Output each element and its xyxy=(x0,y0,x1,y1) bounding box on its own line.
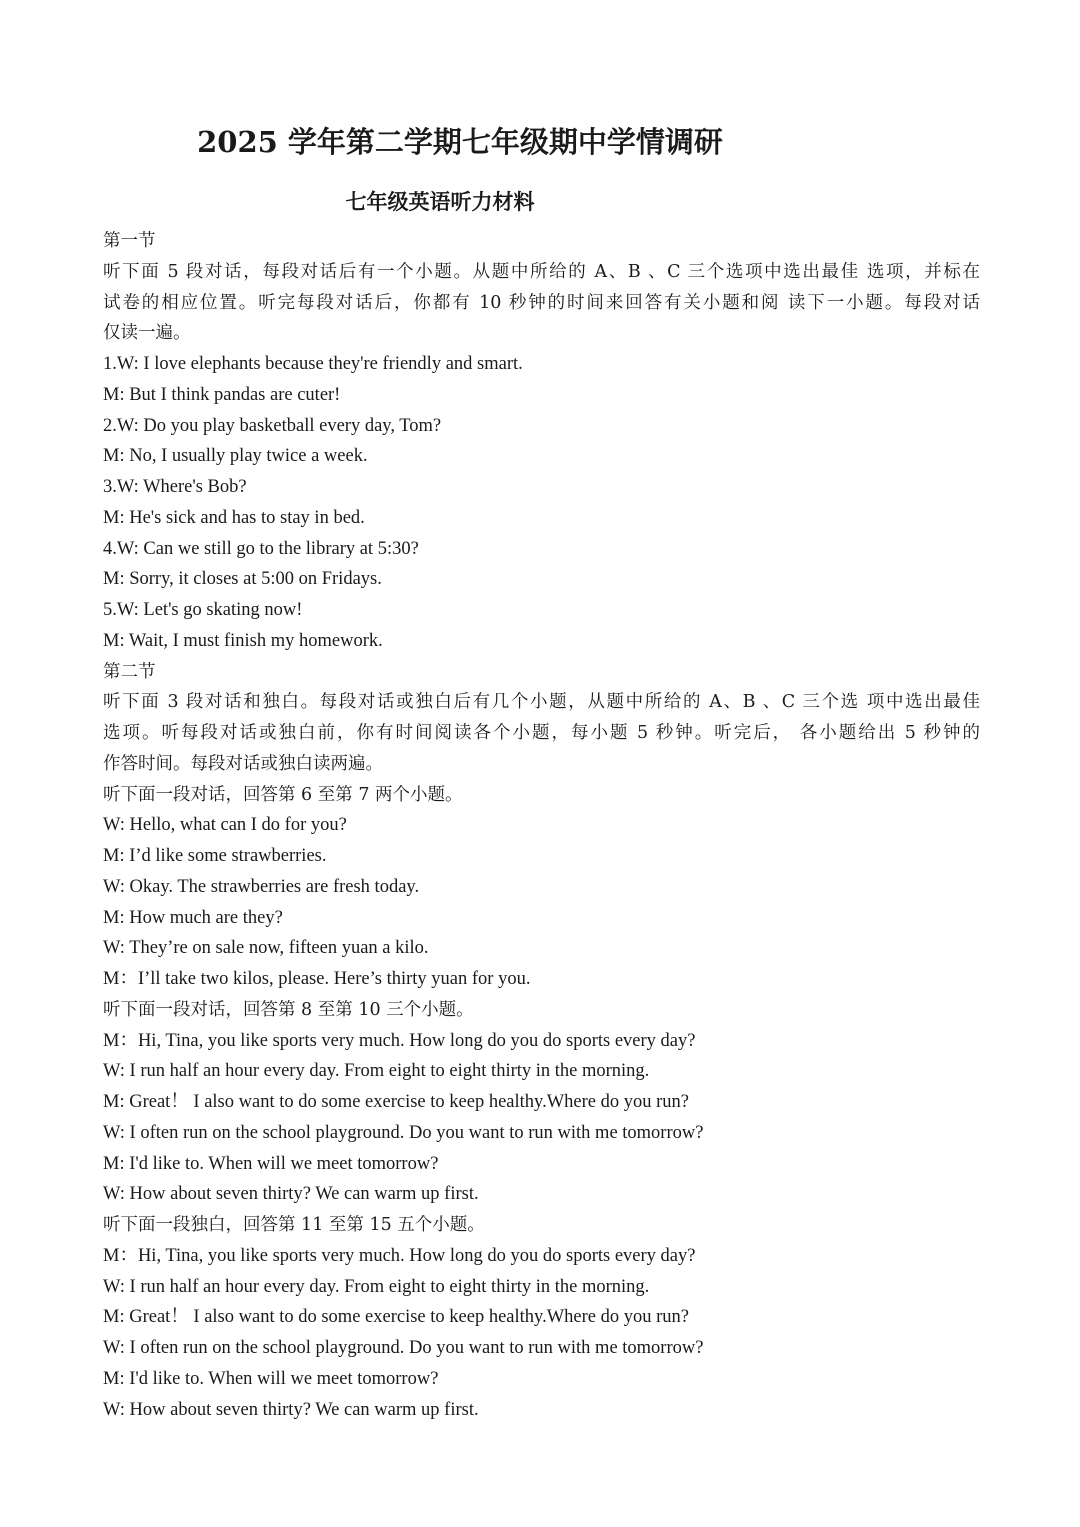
dialogue-line: M: Great！ I also want to do some exercise to keep healthy.Where do you run? xyxy=(103,1307,689,1328)
dialogue-line: M: Sorry, it closes at 5:00 on Fridays. xyxy=(103,569,382,590)
dialogue-line: 2.W: Do you play basketball every day, Tom? xyxy=(103,415,442,436)
dialogue-line: M: Great！ I also want to do some exercise to keep healthy.Where do you run? xyxy=(103,1092,689,1112)
dialogue-line: 4.W: Can we still go to the library at 5:30? xyxy=(103,538,419,559)
dialogue-line: 1.W: I love elephants because they're friendly and smart. xyxy=(103,354,523,374)
instruction-line: 听下面一段独白，回答第 11 至第 15 五个小题。 xyxy=(103,1215,485,1235)
dialogue-line: M：Hi, Tina, you like sports very much. How long do you do sports every day? xyxy=(103,1030,696,1051)
dialogue-line: W: I run half an hour every day. From eight to eight thirty in the morning. xyxy=(103,1276,650,1297)
document-body xyxy=(103,226,980,1425)
instruction-line: 听下面 3 段对话和独白。每段对话或独白后有几个小题，从题中所给的 A、B 、C 三个选 项中选出最佳 xyxy=(103,692,980,713)
dialogue-line: W: I often run on the school playground. Do you want to run with me tomorrow? xyxy=(103,1338,704,1358)
instruction-line: 第二节 xyxy=(103,661,156,682)
dialogue-line: M: He's sick and has to stay in bed. xyxy=(103,507,365,528)
dialogue-line: M: I’d like some strawberries. xyxy=(103,846,327,866)
dialogue-line: 5.W: Let's go skating now! xyxy=(103,600,303,620)
dialogue-line: M: How much are they? xyxy=(103,907,283,928)
instruction-line: 作答时间。每段对话或独白读两遍。 xyxy=(103,753,383,774)
dialogue-line: W: They’re on sale now, fifteen yuan a kilo. xyxy=(103,938,429,959)
instruction-line: 听下面 5 段对话，每段对话后有一个小题。从题中所给的 A、B 、C 三个选项中选出最佳 选项，并标在 xyxy=(103,261,980,282)
dialogue-line: M: No, I usually play twice a week. xyxy=(103,446,368,467)
dialogue-line: M: I'd like to. When will we meet tomorrow? xyxy=(103,1153,439,1174)
dialogue-line: M: But I think pandas are cuter! xyxy=(103,384,341,405)
instruction-line: 选项。听每段对话或独白前，你有时间阅读各个小题，每小题 5 秒钟。听完后， 各小题给出 5 秒钟的 xyxy=(103,723,980,743)
dialogue-line: W: Okay. The strawberries are fresh today. xyxy=(103,876,420,897)
dialogue-line: W: How about seven thirty? We can warm up first. xyxy=(103,1399,479,1420)
instruction-line: 听下面一段对话，回答第 6 至第 7 两个小题。 xyxy=(103,784,463,805)
dialogue-line: W: I often run on the school playground. Do you want to run with me tomorrow? xyxy=(103,1122,704,1143)
instruction-line: 试卷的相应位置。听完每段对话后，你都有 10 秒钟的时间来回答有关小题和阅 读下一小题。每段对话 xyxy=(103,292,980,313)
dialogue-line: W: I run half an hour every day. From eight to eight thirty in the morning. xyxy=(103,1061,650,1082)
document-title: 2025 学年第二学期七年级期中学情调研 xyxy=(197,125,723,159)
dialogue-line: W: Hello, what can I do for you? xyxy=(103,815,347,836)
dialogue-line: M: Wait, I must finish my homework. xyxy=(103,630,383,651)
dialogue-line: 3.W: Where's Bob? xyxy=(103,477,247,497)
dialogue-line: M：Hi, Tina, you like sports very much. How long do you do sports every day? xyxy=(103,1245,696,1266)
instruction-line: 听下面一段对话，回答第 8 至第 10 三个小题。 xyxy=(103,999,474,1020)
dialogue-line: W: How about seven thirty? We can warm up first. xyxy=(103,1184,479,1205)
instruction-line: 仅读一遍。 xyxy=(103,323,191,344)
document-subtitle: 七年级英语听力材料 xyxy=(345,190,535,214)
instruction-line: 第一节 xyxy=(103,231,156,251)
dialogue-line: M: I'd like to. When will we meet tomorrow? xyxy=(103,1368,439,1389)
dialogue-line: M：I’ll take two kilos, please. Here’s thirty yuan for you. xyxy=(103,969,531,989)
